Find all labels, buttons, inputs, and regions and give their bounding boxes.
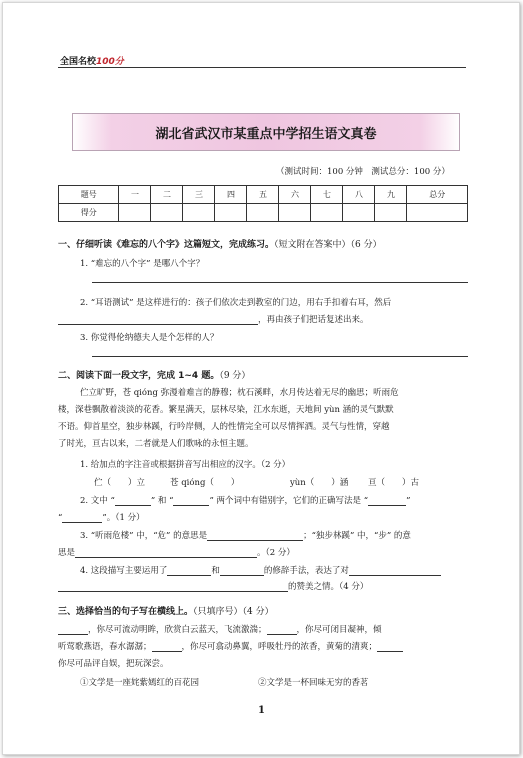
blank[interactable] (173, 505, 209, 506)
score-cell[interactable] (215, 204, 247, 222)
s1-q1: 1. “难忘的八个字” 是哪八个字？ (80, 259, 205, 269)
page-number: 1 (258, 705, 265, 716)
s2-q4: 4. 这段描写主要运用了 和 的修辞手法，表达了对 (80, 564, 441, 576)
blank[interactable] (349, 575, 441, 576)
section-3-heading: 三、选择恰当的句子写在横线上。（只填序号）（4 分） (58, 607, 274, 617)
s3-line: ，你尽可流动明眸，欣赏白云蓝天，飞流激湍； ，你尽可闭目凝神，倾 (58, 623, 382, 635)
s2-passage-line: 伫立旷野，苍 qióng 弥漫着难言的静穆；枕石溪畔，水月传达着无尽的幽思；听雨危 (80, 388, 399, 398)
blank[interactable] (220, 575, 264, 576)
blank[interactable] (115, 505, 151, 506)
blank[interactable] (207, 540, 303, 541)
cell: 七 (311, 186, 343, 204)
s3-option-2: ②文学是一杯回味无穷的香茗 (258, 678, 369, 688)
blank[interactable] (152, 651, 182, 652)
cell: 得分 (59, 204, 119, 222)
s1-q3: 3. 你觉得伦纳德夫人是个怎样的人？ (80, 333, 219, 343)
score-table-header-row (59, 186, 468, 204)
score-table-score-row (59, 204, 468, 222)
blank[interactable] (267, 634, 297, 635)
s2-q1-item: 苍 qióng（ ） (170, 478, 240, 488)
score-cell[interactable] (407, 204, 468, 222)
blank[interactable] (58, 634, 88, 635)
s1-q2-cont: ，再由孩子们把话复述出来。 (58, 313, 369, 325)
cell: 总分 (407, 186, 468, 204)
cell: 二 (151, 186, 183, 204)
brand-header: 全国名校100分 (60, 57, 124, 67)
blank[interactable] (58, 591, 288, 592)
brand-score: 100分 (96, 57, 124, 67)
s2-q2: 2. 文中 “ ” 和 “ ” 两个词中有错别字，它们的正确写法是 “ ” (80, 496, 411, 506)
s2-q1-item: yùn（ ）涵 (290, 478, 349, 488)
s2-passage-line: 了时光，亘古以来，二者就是人们歌咏的永恒主题。 (58, 439, 254, 449)
cell: 五 (247, 186, 279, 204)
s2-q3-cont: 思是 。（2 分） (58, 548, 295, 558)
score-cell[interactable] (151, 204, 183, 222)
s2-q4-cont: 的赞美之情。（4 分） (58, 580, 368, 592)
cell: 题号 (59, 186, 119, 204)
score-table (58, 185, 468, 222)
score-cell[interactable] (119, 204, 151, 222)
blank[interactable] (58, 324, 258, 325)
blank[interactable] (62, 522, 102, 523)
title-banner (72, 113, 460, 151)
cell: 八 (343, 186, 375, 204)
score-cell[interactable] (279, 204, 311, 222)
s3-line: 你尽可品评自娱，把玩深尝。 (58, 659, 169, 669)
cell: 六 (279, 186, 311, 204)
s2-q2-cont: “ ”。（1 分） (58, 513, 145, 523)
s2-q1: 1. 给加点的字注音或根据拼音写出相应的汉字。（2 分） (80, 460, 291, 470)
score-cell[interactable] (375, 204, 407, 222)
blank[interactable] (75, 557, 257, 558)
s2-q1-item: 伫（ ）立 (94, 478, 146, 488)
section-2-heading: 二、阅读下面一段文字，完成 1~4 题。（9 分） (58, 371, 251, 381)
cell: 一 (119, 186, 151, 204)
section-1-heading: 一、仔细听读《难忘的八个字》这篇短文，完成练习。（短文附在答案中）（6 分） (58, 240, 382, 250)
cell: 九 (375, 186, 407, 204)
s2-q3: 3. “听雨危楼” 中，“危” 的意思是 ；“独步林蹊” 中，“步” 的意 (80, 531, 411, 541)
exam-title: 湖北省武汉市某重点中学招生语文真卷 (155, 127, 377, 142)
s2-passage-line: 楼，深巷飘散着淡淡的花香。繁星满天，层林尽染，江水东逝，天地间 yùn 涵的灵气默默 (58, 405, 394, 415)
answer-line[interactable] (92, 282, 468, 283)
s3-line: 听莺歌燕语，春水潺潺； ，你尽可翕动鼻翼，呼吸牡丹的浓香，黄菊的清爽； (58, 640, 403, 652)
cell: 三 (183, 186, 215, 204)
score-cell[interactable] (247, 204, 279, 222)
s2-q1-item: 亘（ ）古 (368, 478, 420, 488)
cell: 四 (215, 186, 247, 204)
blank[interactable] (167, 575, 211, 576)
blank[interactable] (377, 651, 403, 652)
score-cell[interactable] (343, 204, 375, 222)
blank[interactable] (368, 505, 406, 506)
s2-passage-line: 不语。仰首星空，独步林蹊，行吟岸侧，人的性情完全可以尽情挥洒。灵气与性情，穿越 (58, 422, 390, 432)
header-rule (58, 67, 466, 68)
answer-line[interactable] (92, 356, 468, 357)
score-cell[interactable] (311, 204, 343, 222)
s1-q2: 2. “耳语测试” 是这样进行的：孩子们依次走到教室的门边，用右手扣着右耳，然后 (80, 298, 392, 308)
s3-option-1: ①文学是一座姹紫嫣红的百花园 (80, 678, 200, 688)
test-info: （测试时间：100 分钟 测试总分：100 分） (276, 167, 450, 177)
score-cell[interactable] (183, 204, 215, 222)
